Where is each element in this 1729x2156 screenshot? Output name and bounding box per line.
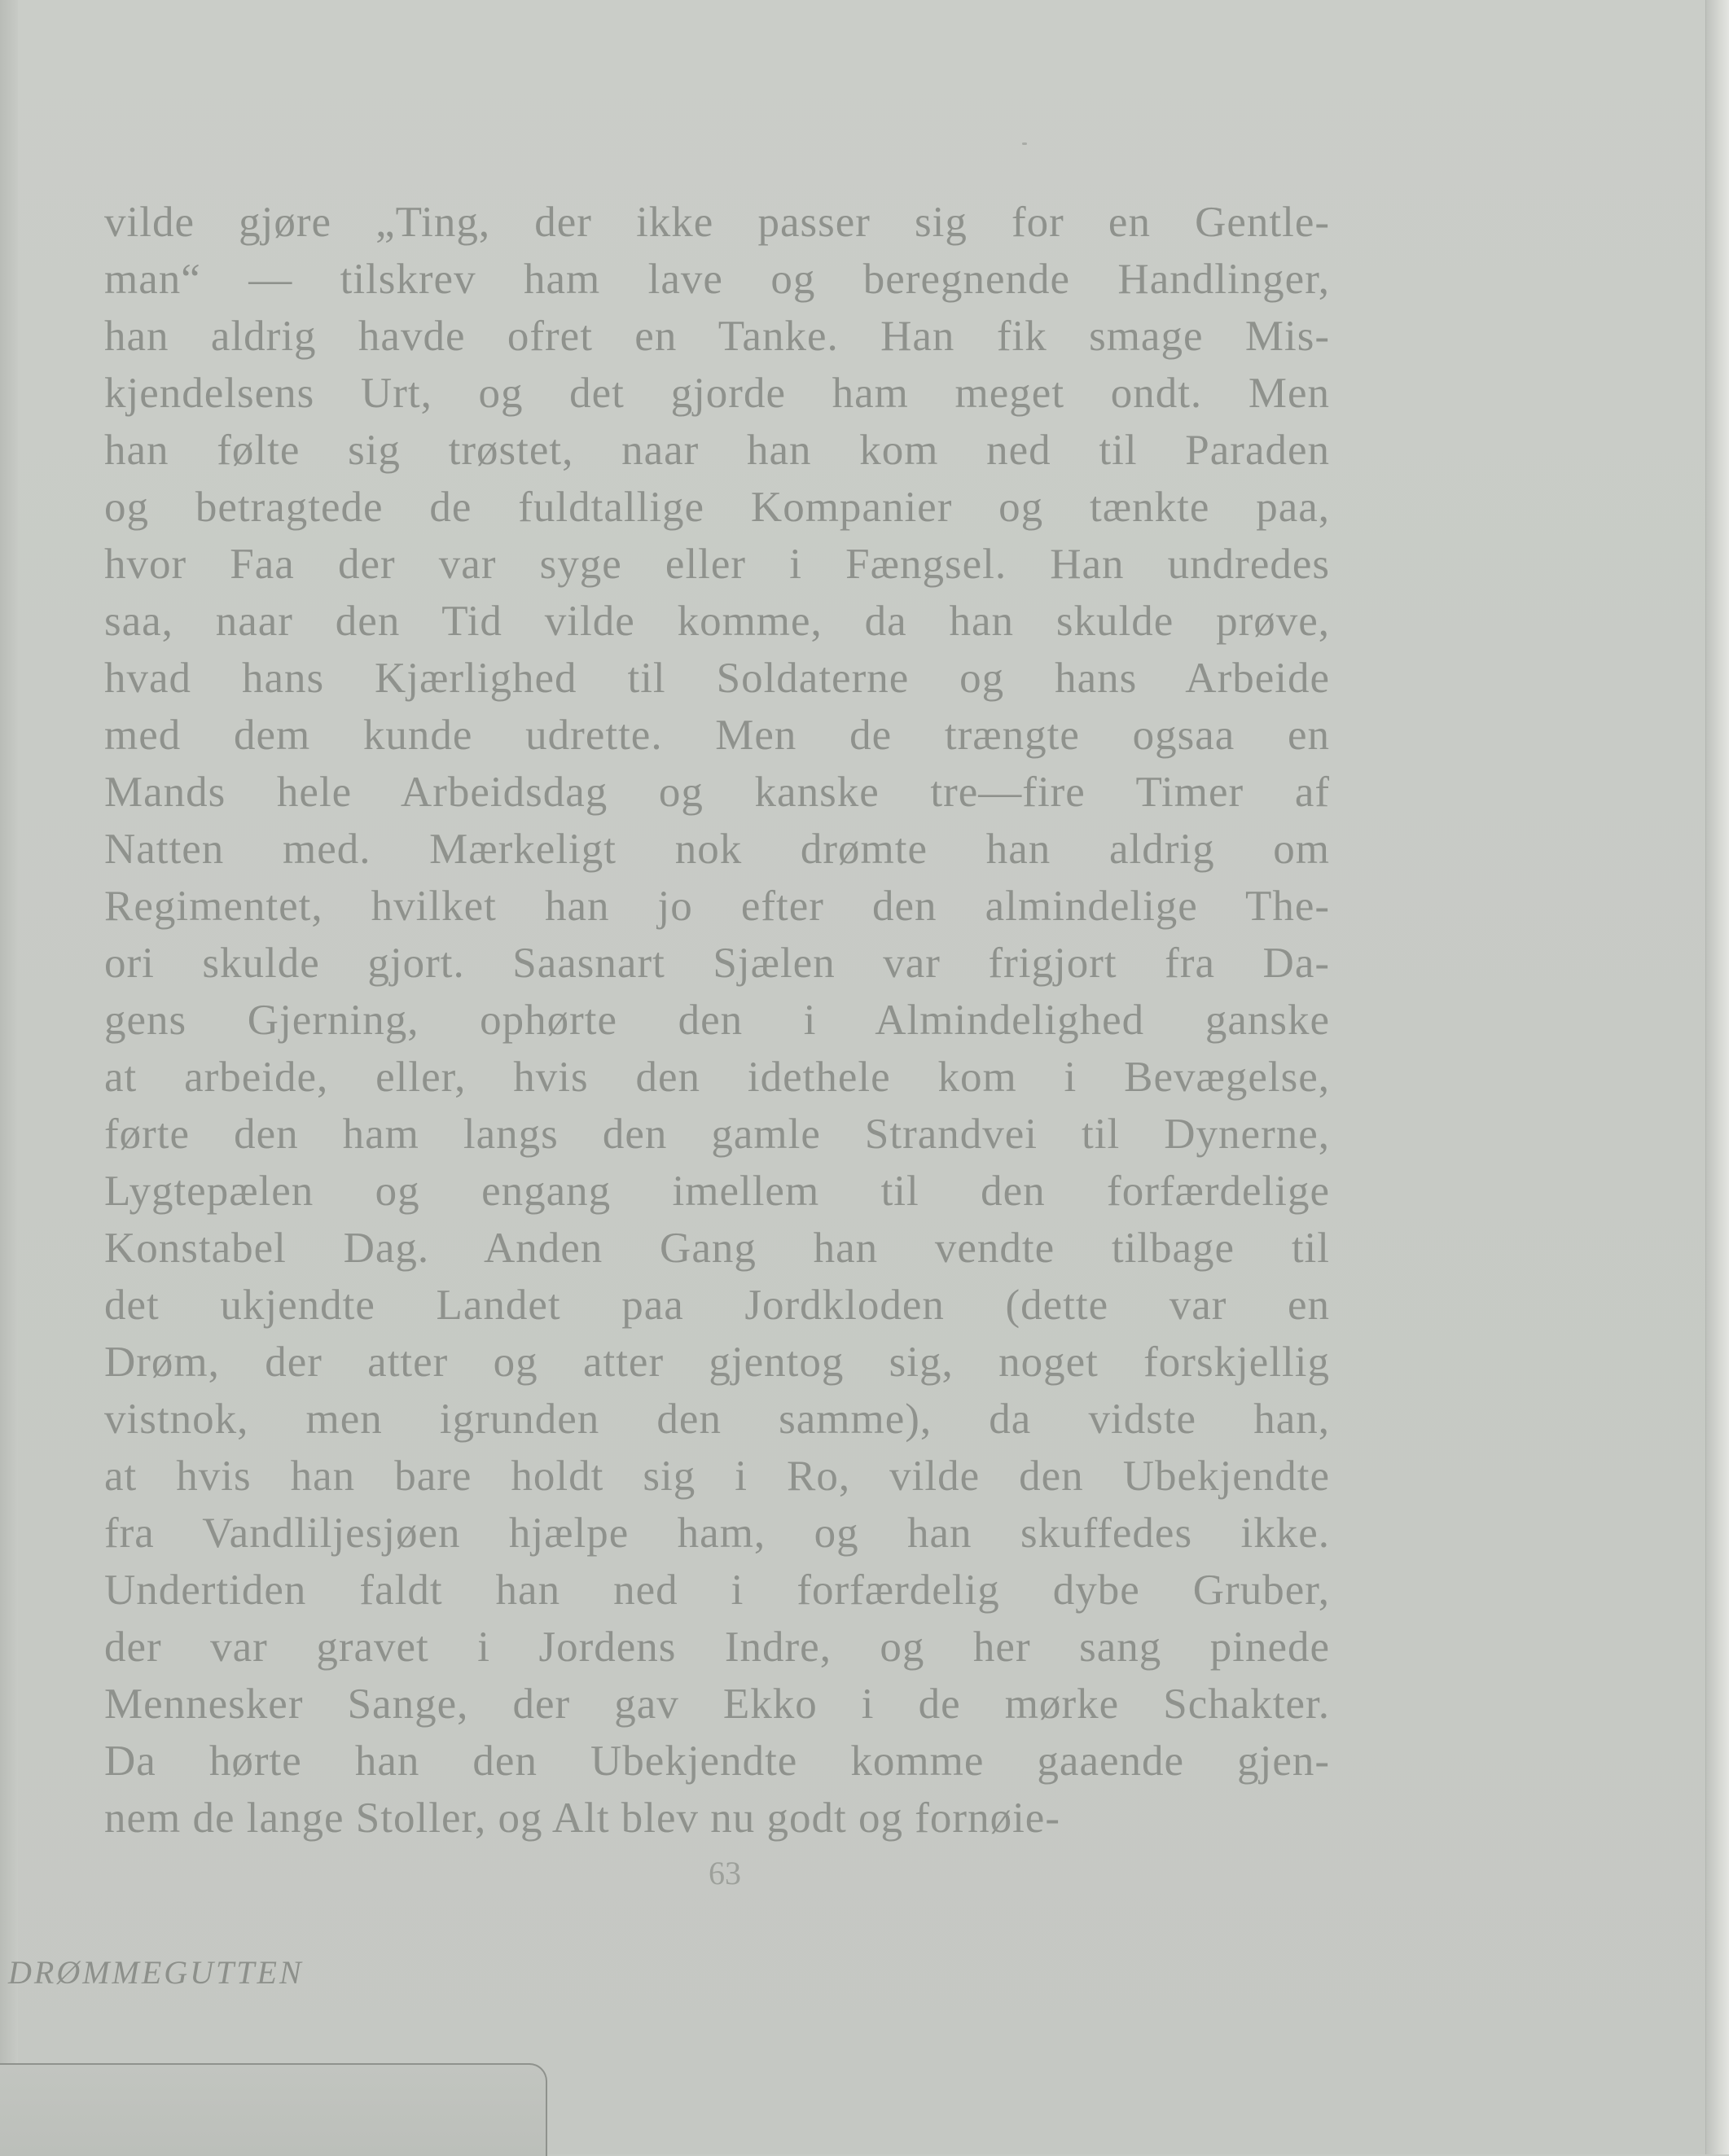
text-line: at arbeide, eller, hvis den idethele kom i Bevægelse,: [104, 1054, 1330, 1101]
text-line: Undertiden faldt han ned i forfærdelig dybe Gruber,: [104, 1567, 1330, 1614]
text-line: Natten med. Mærkeligt nok drømte han aldrig om: [104, 826, 1330, 873]
text-line: det ukjendte Landet paa Jordkloden (dette var en: [104, 1282, 1330, 1329]
text-line: han aldrig havde ofret en Tanke. Han fik smage Mis-: [104, 313, 1330, 360]
text-line: vistnok, men igrunden den samme), da vidste han,: [104, 1396, 1330, 1443]
text-line: og betragtede de fuldtallige Kompanier og tænkte paa,: [104, 484, 1330, 531]
text-line: hvor Faa der var syge eller i Fængsel. Han undredes: [104, 541, 1330, 588]
text-line: Konstabel Dag. Anden Gang han vendte tilbage til: [104, 1225, 1330, 1272]
text-line: førte den ham langs den gamle Strandvei til Dynerne,: [104, 1111, 1330, 1158]
text-line: Da hørte han den Ubekjendte komme gaaende gjen-: [104, 1738, 1330, 1785]
body-text: [104, 194, 1330, 1847]
text-line: kjendelsens Urt, og det gjorde ham meget ondt. Men: [104, 370, 1330, 417]
text-line: Lygtepælen og engang imellem til den forfærdelige: [104, 1168, 1330, 1215]
page-left-edge: [0, 0, 18, 2154]
page-right-edge: [1705, 0, 1729, 2154]
text-line: Mands hele Arbeidsdag og kanske tre—fire Timer af: [104, 769, 1330, 816]
text-line: vilde gjøre „Ting, der ikke passer sig for en Gentle-: [104, 199, 1330, 246]
text-line: fra Vandliljesjøen hjælpe ham, og han skuffedes ikke.: [104, 1510, 1330, 1557]
text-line: ori skulde gjort. Saasnart Sjælen var frigjort fra Da-: [104, 940, 1330, 987]
page-number: 63: [709, 1855, 741, 1891]
text-line: gens Gjerning, ophørte den i Almindelighed ganske: [104, 997, 1330, 1044]
text-line: saa, naar den Tid vilde komme, da han skulde prøve,: [104, 598, 1330, 645]
bottom-tab: [0, 2063, 547, 2156]
text-line: hvad hans Kjærlighed til Soldaterne og hans Arbeide: [104, 655, 1330, 702]
text-line: Mennesker Sange, der gav Ekko i de mørke Schakter.: [104, 1681, 1330, 1728]
paper-speck: [1022, 142, 1027, 145]
text-line: nem de lange Stoller, og Alt blev nu godt og fornøie-: [104, 1794, 1060, 1842]
text-line: man“ — tilskrev ham lave og beregnende Handlinger,: [104, 256, 1330, 303]
text-line: med dem kunde udrette. Men de trængte ogsaa en: [104, 712, 1330, 759]
text-line: han følte sig trøstet, naar han kom ned til Paraden: [104, 427, 1330, 474]
text-line: Regimentet, hvilket han jo efter den almindelige The-: [104, 883, 1330, 930]
signature-mark: DRØMMEGUTTEN: [8, 1954, 304, 1991]
text-line: der var gravet i Jordens Indre, og her sang pinede: [104, 1624, 1330, 1671]
text-line: at hvis han bare holdt sig i Ro, vilde den Ubekjendte: [104, 1453, 1330, 1500]
text-line: Drøm, der atter og atter gjentog sig, noget forskjellig: [104, 1339, 1330, 1386]
